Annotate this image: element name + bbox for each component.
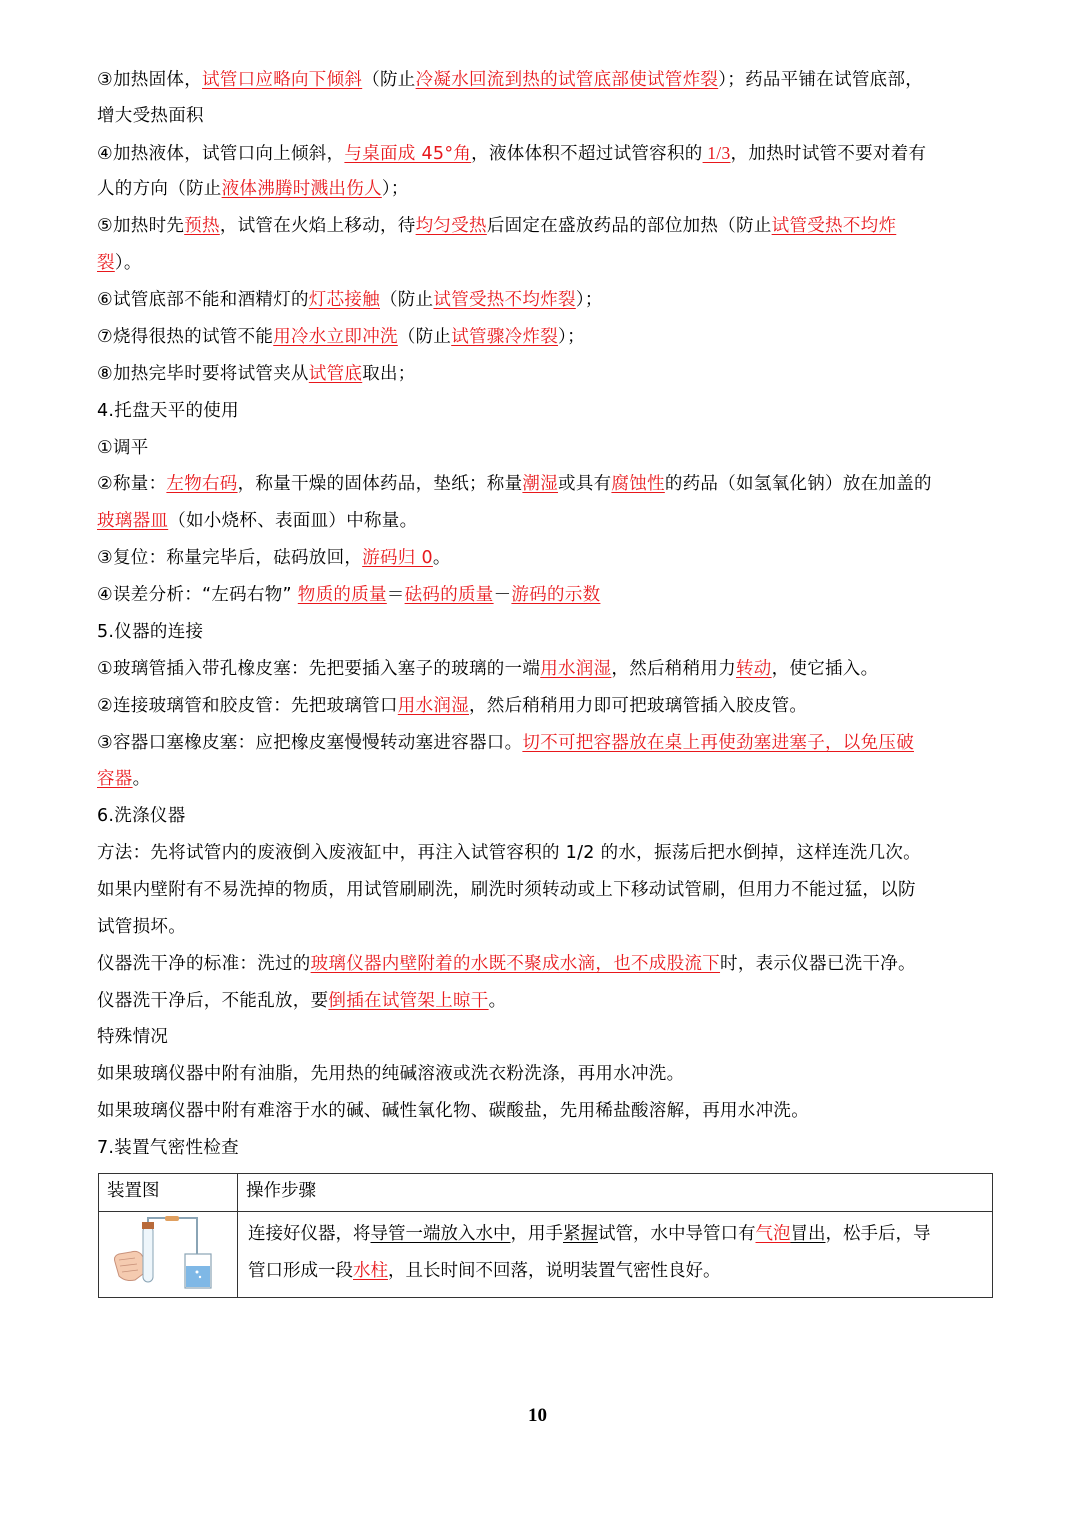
table-header-cell: 装置图 (99, 1174, 238, 1212)
page-number: 10 (528, 1405, 547, 1426)
rubber-tube-icon (165, 1216, 179, 1221)
table-row (99, 1212, 993, 1298)
text-line: ①玻璃管插入带孔橡皮塞：先把要插入塞子的玻璃的一端用水润湿，然后稍稍用力转动，使它插入。 (97, 659, 879, 679)
text-line: 如果内壁附有不易洗掉的物质，用试管刷刷洗，刷洗时须转动或上下移动试管刷，但用力不能过猛，以防 (97, 880, 916, 900)
section-heading: 5.仪器的连接 (97, 622, 204, 642)
text-line: 仪器洗干净的标准：洗过的玻璃仪器内壁附着的水既不聚成水滴，也不成股流下时，表示仪器已洗干净。 (97, 954, 916, 974)
test-tube-icon (143, 1226, 153, 1282)
apparatus-figure-cell (99, 1212, 238, 1298)
table-header-cell: 操作步骤 (238, 1174, 993, 1212)
text-line: ⑧加热完毕时要将试管夹从试管底取出； (97, 364, 416, 384)
section-heading: 6.洗涤仪器 (97, 806, 186, 826)
apparatus-illustration (105, 1216, 215, 1292)
procedure-line: 连接好仪器，将导管一端放入水中，用手紧握试管，水中导管口有气泡冒出，松手后，导 (248, 1224, 931, 1244)
text-line: ④加热液体，试管口向上倾斜，与桌面成 45°角，液体体积不超过试管容积的 1/3，加热时试管不要对着有 (97, 143, 927, 164)
text-line: ④误差分析：“左码右物” 物质的质量＝砝码的质量－游码的示数 (97, 585, 601, 605)
text-line: ②称量：左物右码，称量干燥的固体药品，垫纸；称量潮湿或具有腐蚀性的药品（如氢氧化钠）放在加盖的 (97, 474, 932, 494)
hand-icon (115, 1251, 147, 1280)
text-line: ⑦烧得很热的试管不能用冷水立即冲洗（防止试管骤冷炸裂）； (97, 327, 585, 347)
section-heading: 7.装置气密性检查 (97, 1138, 239, 1158)
water-icon (186, 1266, 210, 1287)
text-line: ②连接玻璃管和胶皮管：先把玻璃管口用水润湿，然后稍稍用力即可把玻璃管插入胶皮管。 (97, 696, 808, 716)
text-line: 如果玻璃仪器中附有油脂，先用热的纯碱溶液或洗衣粉洗涤，再用水冲洗。 (97, 1064, 685, 1084)
text-line: ③复位：称量完毕后，砝码放回，游码归 0。 (97, 548, 451, 568)
text-line: 仪器洗干净后，不能乱放，要倒插在试管架上晾干。 (97, 991, 507, 1011)
text-line: 人的方向（防止液体沸腾时溅出伤人）； (97, 179, 409, 199)
text-line: 方法：先将试管内的废液倒入废液缸中，再注入试管容积的 1/2 的水，振荡后把水倒掉，这样连洗几次。 (97, 843, 921, 863)
text-line: 如果玻璃仪器中附有难溶于水的碱、碱性氧化物、碳酸盐，先用稀盐酸溶解，再用水冲洗。 (97, 1101, 809, 1121)
procedure-line: 管口形成一段水柱，且长时间不回落，说明装置气密性良好。 (248, 1261, 721, 1281)
stopper-icon (142, 1222, 154, 1229)
text-line: 玻璃器皿（如小烧杯、表面皿）中称量。 (97, 511, 418, 531)
text-line: ⑤加热时先预热，试管在火焰上移动，待均匀受热后固定在盛放药品的部位加热（防止试管受热不均炸 (97, 216, 897, 236)
text-line: 增大受热面积 (97, 106, 204, 126)
airtightness-table (98, 1173, 993, 1298)
procedure-cell (238, 1212, 993, 1298)
text-line: ③容器口塞橡皮塞：应把橡皮塞慢慢转动塞进容器口。切不可把容器放在桌上再使劲塞进塞子，以免压破 (97, 733, 914, 753)
text-line: 裂）。 (97, 253, 142, 273)
text-line: 特殊情况 (97, 1027, 169, 1047)
table-header-row (99, 1174, 993, 1212)
text-line: ⑥试管底部不能和酒精灯的灯芯接触（防止试管受热不均炸裂）； (97, 290, 603, 310)
text-line: ③加热固体，试管口应略向下倾斜（防止冷凝水回流到热的试管底部使试管炸裂）；药品平铺在试管底部， (97, 70, 924, 90)
text-line: 容器。 (97, 769, 151, 789)
section-heading: 4.托盘天平的使用 (97, 401, 239, 421)
text-line: ①调平 (97, 438, 149, 458)
text-line: 试管损坏。 (97, 917, 186, 937)
